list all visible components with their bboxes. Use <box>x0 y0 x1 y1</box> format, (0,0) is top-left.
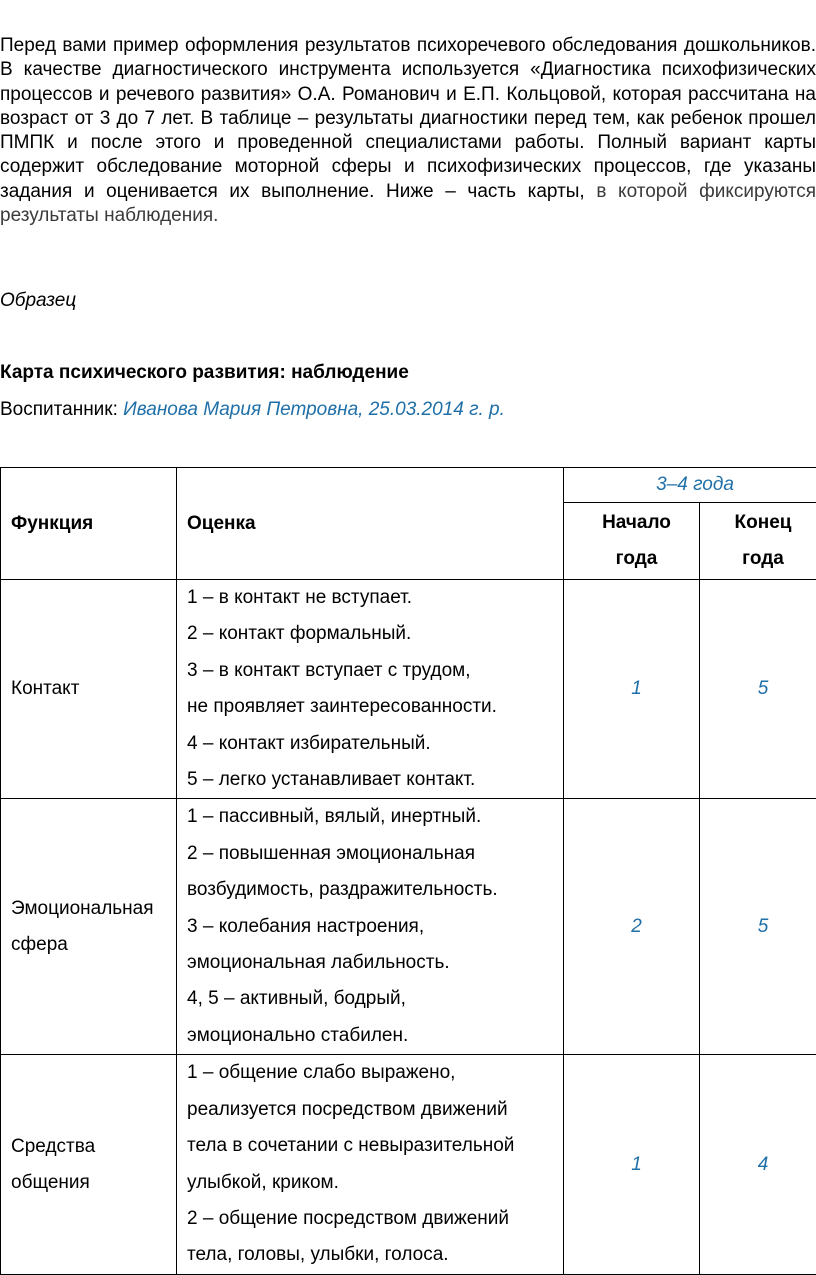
table-row <box>1 799 816 1055</box>
rating-line: тела, головы, улыбки, голоса. <box>187 1237 563 1273</box>
rating-line: 2 – общение посредством движений <box>187 1201 563 1237</box>
score-start: 2 <box>564 799 700 1055</box>
function-cell <box>1 580 177 799</box>
intro-paragraph <box>0 34 816 228</box>
rating-line: 4 – контакт избирательный. <box>187 726 563 762</box>
score-start: 1 <box>564 580 700 799</box>
rating-line: возбудимость, раздражительность. <box>187 872 563 908</box>
rating-line: 1 – общение слабо выражено, <box>187 1055 563 1091</box>
header-start-of-year <box>564 503 700 580</box>
header-end-line1: Конец <box>735 512 792 533</box>
card-title: Карта психического развития: наблюдение <box>0 362 409 384</box>
rating-line: тела в сочетании с невыразительной <box>187 1128 563 1164</box>
rating-line: 1 – пассивный, вялый, инертный. <box>187 799 563 835</box>
score-end: 5 <box>700 580 816 799</box>
function-line: Контакт <box>11 678 79 699</box>
sample-label: Образец <box>0 290 76 312</box>
rating-line: 3 – колебания настроения, <box>187 909 563 945</box>
header-end-line2: года <box>742 548 784 569</box>
header-end-of-year <box>700 503 816 580</box>
intro-text-main: Перед вами пример оформления результатов психоречевого обследования дошкольников. В качестве диагностического инструмента используется «Диагностика психофизических процессов и речевого развития» О.А. Романович и Е.П. Кольцовой, которая рассчитана на возраст от 3 до 7 лет. В таблице – результаты диагностики перед тем, как ребенок прошел ПМПК и после этого и проведенной специалистами работы. Полный вариант карты содержит обследование моторной сферы и психофизических процессов, где указаны задания и оценивается их выполнение. Ниже – часть карты, <box>0 35 816 202</box>
function-cell <box>1 1055 177 1274</box>
rating-line: 1 – в контакт не вступает. <box>187 580 563 616</box>
score-end: 5 <box>700 799 816 1055</box>
score-end: 4 <box>700 1055 816 1274</box>
intro-text-end: в которой фиксируются результаты наблюдения. <box>0 181 816 226</box>
pupil-label: Воспитанник: <box>0 399 123 420</box>
table-header-row <box>1 468 816 503</box>
table-row <box>1 580 816 799</box>
function-cell <box>1 799 177 1055</box>
rating-line: 3 – в контакт вступает с трудом, <box>187 653 563 689</box>
rating-line: 2 – повышенная эмоциональная <box>187 836 563 872</box>
header-age-group: 3–4 года <box>564 468 816 503</box>
rating-description-cell <box>177 580 564 799</box>
rating-line: реализуется посредством движений <box>187 1092 563 1128</box>
header-rating: Оценка <box>177 468 564 580</box>
rating-line: 4, 5 – активный, бодрый, <box>187 981 563 1017</box>
rating-description-cell <box>177 799 564 1055</box>
rating-line: 2 – контакт формальный. <box>187 616 563 652</box>
rating-line: 5 – легко устанавливает контакт. <box>187 762 563 798</box>
function-line: Средства <box>11 1136 95 1157</box>
rating-description-cell <box>177 1055 564 1274</box>
function-line: общения <box>11 1172 90 1193</box>
header-function: Функция <box>1 468 177 580</box>
table-row <box>1 1055 816 1274</box>
score-start: 1 <box>564 1055 700 1274</box>
function-line: сфера <box>11 934 68 955</box>
pupil-value: Иванова Мария Петровна, 25.03.2014 г. р. <box>123 399 505 420</box>
rating-line: улыбкой, криком. <box>187 1165 563 1201</box>
rating-line: эмоционально стабилен. <box>187 1018 563 1054</box>
header-start-line2: года <box>616 548 658 569</box>
rating-line: не проявляет заинтересованности. <box>187 689 563 725</box>
pupil-line <box>0 399 505 421</box>
header-start-line1: Начало <box>602 512 671 533</box>
function-line: Эмоциональная <box>11 898 154 919</box>
development-card-table <box>0 467 816 1275</box>
rating-line: эмоциональная лабильность. <box>187 945 563 981</box>
